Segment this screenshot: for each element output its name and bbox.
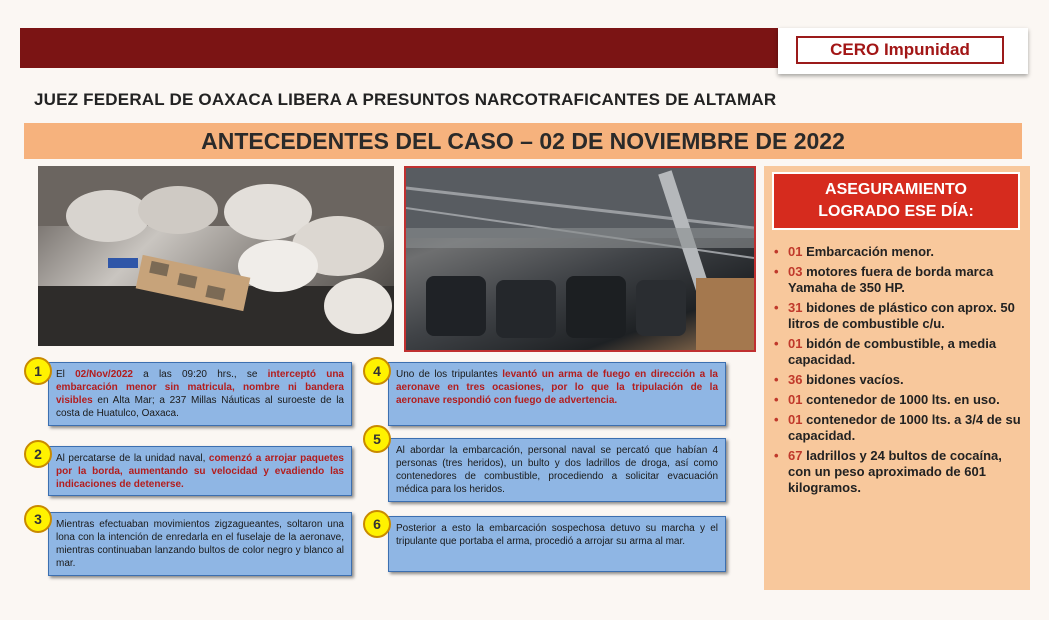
subheadline: ANTECEDENTES DEL CASO – 02 DE NOVIEMBRE DE 2022	[201, 128, 845, 154]
seizure-summary-panel	[764, 166, 1030, 590]
seizure-item: • 67 ladrillos y 24 bultos de cocaína, con un peso aproximado de 601 kilogramos.	[774, 448, 1002, 495]
brand-logo: CERO Impunidad	[796, 36, 1004, 64]
seizure-item: • 03 motores fuera de borda marca Yamaha de 350 HP.	[774, 264, 994, 295]
seizure-item: • 36 bidones vacíos.	[774, 372, 904, 387]
step-1-badge: 1	[24, 357, 52, 385]
step-6-badge: 6	[363, 510, 391, 538]
seizure-item: • 01 contenedor de 1000 lts. a 3/4 de su capacidad.	[774, 412, 1021, 443]
photo-seized-packages	[38, 166, 394, 346]
subheadline-banner	[24, 123, 1022, 159]
seizure-summary-title	[772, 172, 1020, 230]
brand-logo-box	[778, 28, 1028, 74]
seizure-item: • 01 contenedor de 1000 lts. en uso.	[774, 392, 1000, 407]
step-5-badge: 5	[363, 425, 391, 453]
step-2-badge: 2	[24, 440, 52, 468]
step-3-box: Mientras efectuaban movimientos zigzagueantes, soltaron una lona con la intención de enredarla en el fuselaje de la aeronave, mientras continuaban lanzando bultos de color negro y blanco al mar.	[48, 512, 352, 576]
step-1-box: El 02/Nov/2022 a las 09:20 hrs., se interceptó una embarcación menor sin matricula, nombre ni bandera visibles en Alta Mar; a 237 Millas Náuticas al suroeste de la costa de Huatulco, Oaxaca.	[48, 362, 352, 426]
step-2-box: Al percatarse de la unidad naval, comenzó a arrojar paquetes por la borda, aumentando su velocidad y evadiendo las indicaciones de detenerse.	[48, 446, 352, 496]
step-4-box: Uno de los tripulantes levantó un arma de fuego en dirección a la aeronave en tres ocasiones, por lo que la tripulación de la aeronave respondió con fuego de advertencia.	[388, 362, 726, 426]
step-5-box: Al abordar la embarcación, personal naval se percató que habían 4 personas (tres heridos), un bulto y dos ladrillos de droga, así como contenedores de combustible, procediendo a solicitar evacuación médica para los heridos.	[388, 438, 726, 502]
seizure-title-line2: LOGRADO ESE DÍA:	[818, 203, 974, 220]
seizure-item: • 01 bidón de combustible, a media capacidad.	[774, 336, 997, 367]
header-bar	[20, 28, 780, 68]
step-3-badge: 3	[24, 505, 52, 533]
seizure-item: • 31 bidones de plástico con aprox. 50 litros de combustible c/u.	[774, 300, 1015, 331]
seizure-item: • 01 Embarcación menor.	[774, 244, 934, 259]
photo-outboard-motors	[404, 166, 756, 352]
seizure-list	[770, 244, 1024, 500]
step-6-box: Posterior a esto la embarcación sospechosa detuvo su marcha y el tripulante que portaba el arma, procedió a arrojar su arma al mar.	[388, 516, 726, 572]
packages-illustration	[38, 166, 394, 346]
motors-illustration	[406, 168, 754, 350]
seizure-title-line1: ASEGURAMIENTO	[825, 181, 967, 198]
headline: JUEZ FEDERAL DE OAXACA LIBERA A PRESUNTOS NARCOTRAFICANTES DE ALTAMAR	[34, 90, 777, 109]
step-4-badge: 4	[363, 357, 391, 385]
